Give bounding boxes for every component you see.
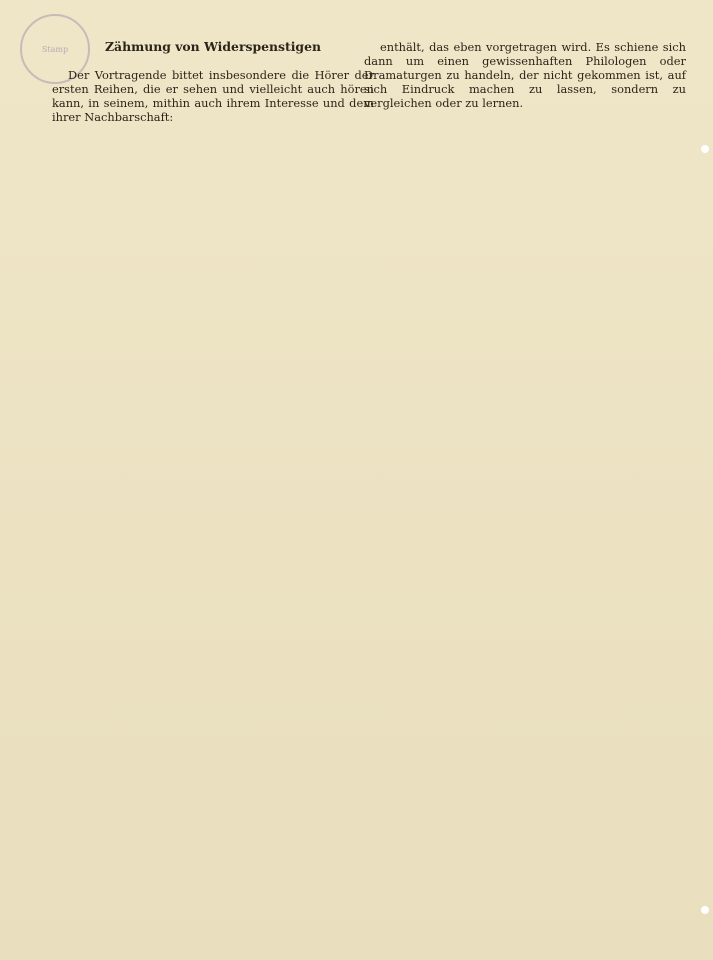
right-excerpt: enthält, das eben vorgetragen wird. Es schiene sich dann um einen gewissenhaften Philologen oder Dramaturgen zu handeln, der nicht gekommen ist, auf sich Eindruck machen zu lassen, sondern zu vergleichen oder zu lernen. xyxy=(364,40,686,110)
left-excerpt: Der Vortragende bittet insbesondere die Hörer der ersten Reihen, die er sehen und vielleicht auch hören kann, in seinem, mithin auch ihrem Interesse und dem ihrer Nachbarschaft: xyxy=(52,68,374,124)
punch-hole-icon xyxy=(701,906,709,914)
right-column xyxy=(364,40,686,110)
left-column xyxy=(52,40,374,124)
punch-hole-icon xyxy=(701,145,709,153)
library-stamp-icon: Stamp xyxy=(20,14,90,84)
article-title: Zähmung von Widerspenstigen xyxy=(105,39,321,54)
